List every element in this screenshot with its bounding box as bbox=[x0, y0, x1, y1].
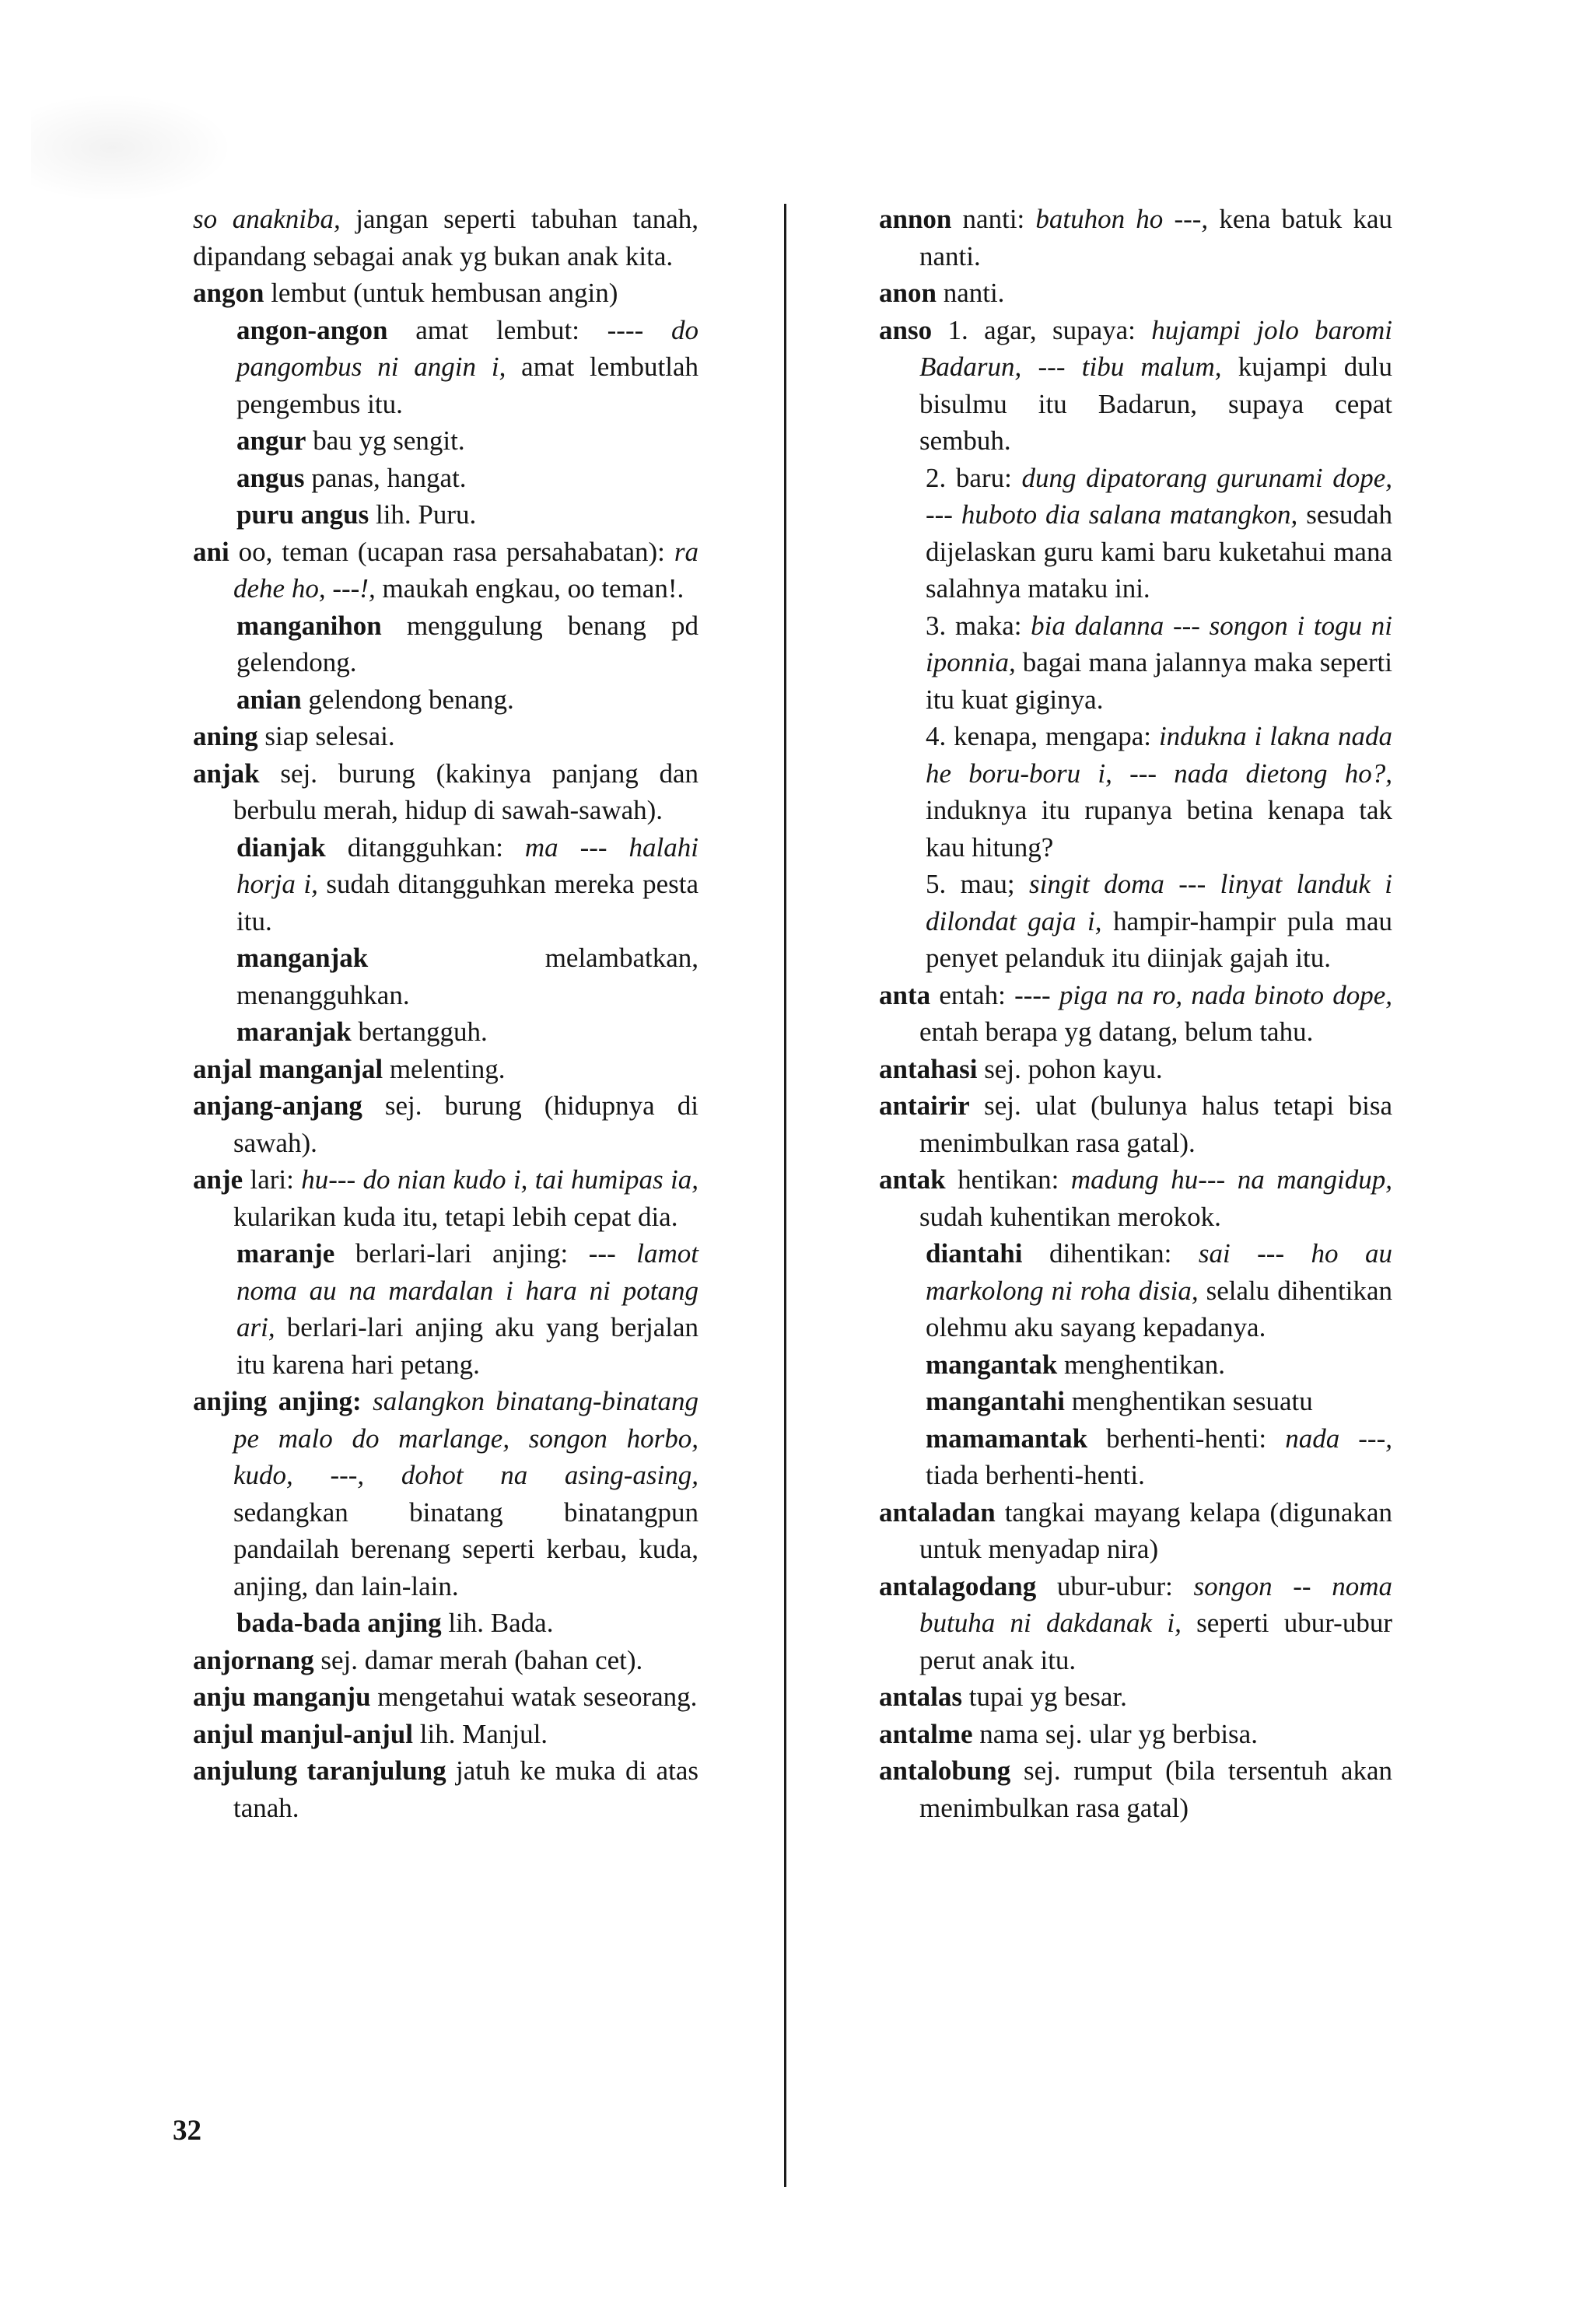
dictionary-entry bbox=[193, 312, 698, 423]
definition-text: sej. rumput (bila tersentuh akan menimbulkan rasa gatal) bbox=[919, 1755, 1392, 1823]
headword: antalobung bbox=[879, 1755, 1011, 1786]
definition-text: lih. Puru. bbox=[369, 499, 477, 530]
dictionary-entry bbox=[879, 460, 1392, 607]
headword: angus bbox=[236, 462, 305, 493]
headword: antahasi bbox=[879, 1053, 978, 1084]
headword: antak bbox=[879, 1164, 946, 1195]
definition-text: tupai yg besar. bbox=[961, 1682, 1127, 1712]
definition-text: nama sej. ular yg berbisa. bbox=[972, 1718, 1258, 1749]
example-text: dung dipatorang gurunami dope, --- huboto dia salana matangkon, bbox=[926, 462, 1392, 530]
dictionary-entry bbox=[879, 1752, 1392, 1826]
definition-text: berhenti-henti: bbox=[1087, 1423, 1286, 1454]
definition-text: bertangguh. bbox=[351, 1017, 488, 1047]
definition-text: ditangguhkan: bbox=[325, 831, 525, 863]
headword: antalme bbox=[879, 1718, 973, 1749]
definition-text: amat lembutlah pengembus itu. bbox=[236, 352, 699, 419]
dictionary-entry bbox=[193, 1716, 698, 1753]
definition-text: panas, hangat. bbox=[304, 462, 467, 493]
right-column bbox=[879, 201, 1392, 1826]
definition-text: berlari-lari anjing: --- bbox=[334, 1238, 637, 1269]
definition-text: tiada berhenti-henti. bbox=[926, 1460, 1145, 1490]
headword: anjang-anjang bbox=[193, 1090, 362, 1121]
example-text: hu--- do nian kudo i, tai humipas ia, bbox=[301, 1164, 698, 1195]
definition-text: nanti. bbox=[936, 278, 1005, 308]
definition-text: hentikan: bbox=[945, 1164, 1071, 1195]
left-column bbox=[193, 201, 698, 1826]
dictionary-entry bbox=[193, 1383, 698, 1605]
headword: anon bbox=[879, 278, 937, 308]
example-text: piga na ro, nada binoto dope, bbox=[1059, 979, 1392, 1010]
dictionary-entry bbox=[879, 1161, 1392, 1235]
headword: anian bbox=[236, 684, 302, 715]
headword: mangantahi bbox=[926, 1386, 1065, 1416]
dictionary-entry bbox=[193, 460, 698, 497]
dictionary-entry bbox=[193, 201, 698, 275]
headword: anjulung taranjulung bbox=[193, 1755, 446, 1786]
headword: anjak bbox=[193, 758, 260, 789]
dictionary-entry bbox=[193, 1161, 698, 1235]
definition-text: menghentikan sesuatu bbox=[1064, 1386, 1313, 1416]
dictionary-entry bbox=[193, 607, 698, 681]
example-text: so anakniba, bbox=[193, 204, 341, 234]
definition-text: melambatkan, menangguhkan. bbox=[236, 943, 698, 1010]
dictionary-entry bbox=[193, 496, 698, 534]
column-divider bbox=[784, 204, 786, 2187]
dictionary-entry bbox=[193, 1605, 698, 1642]
dictionary-entry bbox=[193, 422, 698, 460]
definition-text: sej. burung (hidupnya di sawah). bbox=[233, 1090, 698, 1158]
dictionary-entry bbox=[193, 940, 698, 1013]
headword: anju manganju bbox=[193, 1682, 371, 1712]
definition-text: induknya itu rupanya betina kenapa tak kau hitung? bbox=[926, 795, 1392, 863]
definition-text: kujampi dulu bisulmu itu Badarun, supaya cepat sembuh. bbox=[919, 352, 1392, 456]
dictionary-entry bbox=[879, 1051, 1392, 1088]
headword: manganjak bbox=[236, 943, 369, 973]
dictionary-entry bbox=[879, 275, 1392, 312]
dictionary-entry bbox=[193, 1087, 698, 1161]
definition-text: sesudah dijelaskan guru kami baru kuketahui mana salahnya mataku ini. bbox=[926, 499, 1393, 604]
definition-text: berlari-lari anjing aku yang berjalan itu karena hari petang. bbox=[236, 1312, 698, 1380]
headword: antalagodang bbox=[879, 1570, 1037, 1601]
dictionary-entry bbox=[879, 312, 1392, 460]
definition-text: sudah kuhentikan merokok. bbox=[919, 1201, 1221, 1232]
headword: manganihon bbox=[236, 610, 382, 641]
headword: bada-bada anjing bbox=[236, 1608, 442, 1638]
headword: anje bbox=[193, 1164, 243, 1195]
dictionary-entry bbox=[193, 681, 698, 719]
dictionary-entry bbox=[879, 1383, 1392, 1420]
definition-text: lih. Manjul. bbox=[413, 1718, 548, 1749]
example-text: ma --- halahi horja i, bbox=[236, 831, 698, 899]
headword: mangantak bbox=[926, 1349, 1058, 1380]
dictionary-entry bbox=[193, 1752, 698, 1826]
definition-text: sej. pohon kayu. bbox=[977, 1053, 1163, 1084]
definition-text: kularikan kuda itu, tetapi lebih cepat dia. bbox=[233, 1201, 678, 1232]
example-text: salangkon binatang-binatang pe malo do marlange, songon horbo, kudo, ---, dohot na asing-asing, bbox=[233, 1386, 698, 1490]
definition-text: ubur-ubur: bbox=[1036, 1570, 1194, 1601]
definition-text: kena batuk kau nanti. bbox=[919, 204, 1392, 271]
headword: angon bbox=[193, 278, 264, 308]
headword: mamamantak bbox=[926, 1423, 1088, 1454]
definition-text: 5. mau; bbox=[926, 869, 1029, 899]
headword: antalas bbox=[879, 1682, 962, 1712]
definition-text: sej. ulat (bulunya halus tetapi bisa menimbulkan rasa gatal). bbox=[919, 1090, 1392, 1158]
example-text: ra dehe ho, ---!, bbox=[233, 536, 698, 604]
example-text: madung hu--- na mangidup, bbox=[1070, 1164, 1392, 1195]
dictionary-entry bbox=[193, 275, 698, 312]
headword: puru angus bbox=[236, 499, 369, 530]
definition-text: lari: bbox=[243, 1164, 302, 1195]
dictionary-entry bbox=[193, 1013, 698, 1051]
dictionary-entry bbox=[879, 1420, 1392, 1494]
dictionary-entry bbox=[879, 866, 1392, 977]
definition-text: tangkai mayang kelapa (digunakan untuk menyadap nira) bbox=[919, 1496, 1392, 1564]
definition-text: amat lembut: ---- bbox=[387, 314, 671, 345]
headword: anjul manjul-anjul bbox=[193, 1718, 413, 1749]
dictionary-entry bbox=[879, 201, 1392, 275]
headword: anta bbox=[879, 979, 931, 1010]
example-text: bia dalanna --- songon i togu ni iponnia, bbox=[926, 610, 1392, 677]
definition-text: bau yg sengit. bbox=[306, 425, 465, 456]
definition-text: hampir-hampir pula mau penyet pelanduk itu diinjak gajah itu. bbox=[926, 905, 1393, 973]
dictionary-entry bbox=[879, 718, 1392, 866]
dictionary-entry bbox=[879, 1235, 1392, 1346]
dictionary-entry bbox=[879, 1494, 1392, 1568]
headword: ani bbox=[193, 536, 229, 567]
headword: dianjak bbox=[236, 831, 326, 863]
headword: diantahi bbox=[926, 1238, 1023, 1269]
dictionary-entry bbox=[193, 829, 698, 940]
definition-text: maukah engkau, oo teman!. bbox=[375, 573, 684, 604]
definition-text: sedangkan binatang binatangpun pandailah berenang seperti kerbau, kuda, anjing, dan lain-lain. bbox=[233, 1496, 698, 1601]
definition-text: melenting. bbox=[383, 1053, 506, 1084]
definition-text: siap selesai. bbox=[257, 721, 395, 751]
dictionary-entry bbox=[879, 1678, 1392, 1716]
definition-text: oo, teman (ucapan rasa persahabatan): bbox=[229, 536, 674, 567]
example-text: do pangombus ni angin i, bbox=[236, 314, 698, 382]
definition-text: sudah ditangguhkan mereka pesta itu. bbox=[236, 869, 698, 936]
dictionary-entry bbox=[879, 1346, 1392, 1384]
page-number: 32 bbox=[173, 2115, 201, 2147]
definition-text: sej. damar merah (bahan cet). bbox=[313, 1644, 643, 1675]
example-text: lamot noma au na mardalan i hara ni potang ari, bbox=[236, 1238, 698, 1342]
dictionary-entry bbox=[879, 1716, 1392, 1753]
headword: anjornang bbox=[193, 1644, 314, 1675]
definition-text: 2. baru: bbox=[926, 462, 1022, 493]
dictionary-entry bbox=[193, 1051, 698, 1088]
headword: antairir bbox=[879, 1090, 970, 1121]
definition-text: jatuh ke muka di atas tanah. bbox=[233, 1755, 698, 1823]
dictionary-entry bbox=[879, 607, 1392, 719]
definition-text: 3. maka: bbox=[926, 610, 1031, 641]
headword: maranjak bbox=[236, 1017, 352, 1047]
definition-text: selalu dihentikan olehmu aku sayang kepadanya. bbox=[926, 1275, 1392, 1342]
dictionary-entry bbox=[193, 1235, 698, 1383]
dictionary-entry bbox=[879, 1087, 1392, 1161]
headword: aning bbox=[193, 721, 258, 751]
example-text: batuhon ho ---, bbox=[1035, 204, 1209, 234]
headword: antaladan bbox=[879, 1496, 996, 1528]
definition-text: 4. kenapa, mengapa: bbox=[926, 721, 1159, 751]
definition-text: 1. agar, supaya: bbox=[932, 314, 1152, 345]
example-text: singit doma --- linyat landuk i dilondat gaja i, bbox=[926, 869, 1393, 936]
headword: angur bbox=[236, 425, 306, 456]
definition-text: gelendong benang. bbox=[301, 684, 514, 715]
definition-text: jangan seperti tabuhan tanah, dipandang sebagai anak yg bukan anak kita. bbox=[193, 204, 698, 271]
scan-smudge bbox=[31, 93, 233, 202]
definition-text: mengetahui watak seseorang. bbox=[370, 1682, 698, 1712]
headword: anjal manganjal bbox=[193, 1053, 383, 1084]
example-text: nada ---, bbox=[1285, 1423, 1392, 1454]
definition-text: entah: ---- bbox=[930, 979, 1059, 1010]
dictionary-entry bbox=[879, 1568, 1392, 1679]
definition-text: menggulung benang pd gelendong. bbox=[236, 610, 698, 677]
headword: annon bbox=[879, 204, 952, 234]
example-text: indukna i lakna nada he boru-boru i, --- nada dietong ho?, bbox=[926, 721, 1392, 789]
definition-text: sej. burung (kakinya panjang dan berbulu merah, hidup di sawah-sawah). bbox=[233, 758, 698, 825]
definition-text: dihentikan: bbox=[1022, 1238, 1199, 1269]
dictionary-entry bbox=[193, 534, 698, 607]
headword: anjing anjing: bbox=[193, 1386, 362, 1416]
dictionary-entry bbox=[193, 755, 698, 829]
definition-text: nanti: bbox=[951, 204, 1036, 234]
dictionary-entry bbox=[879, 977, 1392, 1051]
definition-text: lembut (untuk hembusan angin) bbox=[264, 278, 618, 308]
headword: maranje bbox=[236, 1238, 335, 1269]
example-text: hujampi jolo baromi Badarun, --- tibu malum, bbox=[919, 314, 1392, 382]
headword: angon-angon bbox=[236, 314, 388, 345]
dictionary-entry bbox=[193, 1642, 698, 1679]
headword: anso bbox=[879, 314, 933, 345]
definition-text: lih. Bada. bbox=[441, 1608, 554, 1638]
dictionary-entry bbox=[193, 718, 698, 755]
dictionary-entry bbox=[193, 1678, 698, 1716]
example-text: songon -- noma butuha ni dakdanak i, bbox=[919, 1570, 1392, 1638]
definition-text: entah berapa yg datang, belum tahu. bbox=[919, 1017, 1314, 1047]
definition-text: menghentikan. bbox=[1057, 1349, 1225, 1380]
definition-text: bagai mana jalannya maka seperti itu kuat giginya. bbox=[926, 647, 1392, 715]
definition-text: seperti ubur-ubur perut anak itu. bbox=[919, 1608, 1392, 1675]
example-text: sai --- ho au markolong ni roha disia, bbox=[926, 1238, 1393, 1306]
